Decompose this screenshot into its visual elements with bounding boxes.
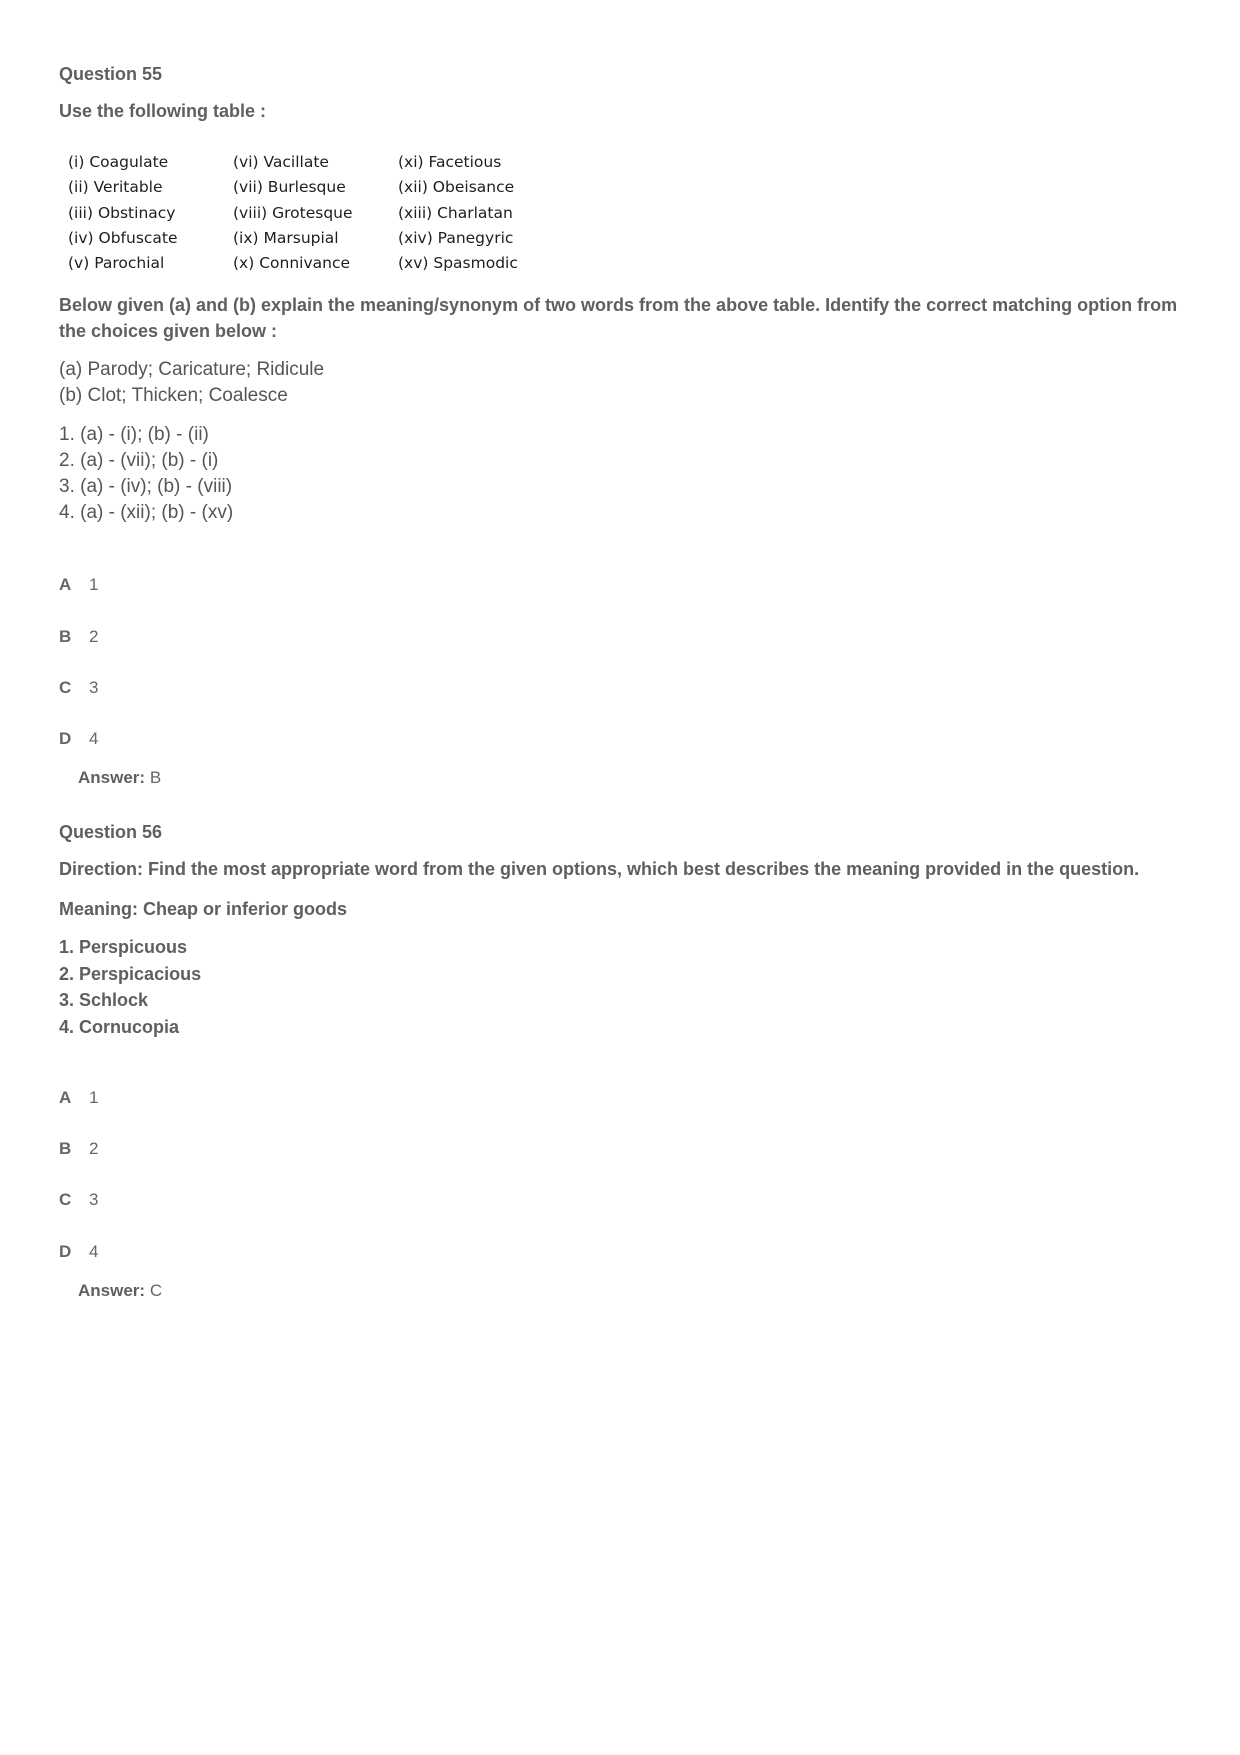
question-55-option-d[interactable] xyxy=(59,729,98,749)
word-table-column-1 xyxy=(68,150,178,276)
table-cell: (xiv) Panegyric xyxy=(398,228,514,247)
question-55-answer xyxy=(78,768,161,788)
option-letter: C xyxy=(59,1190,72,1209)
question-56-choices xyxy=(59,934,201,1040)
question-56-option-a[interactable] xyxy=(59,1088,98,1108)
answer-label: Answer: xyxy=(78,768,146,787)
question-55-intro: Use the following table : xyxy=(59,101,267,121)
option-letter: B xyxy=(59,627,72,646)
answer-label: Answer: xyxy=(78,1281,146,1300)
choice-line: 3. Schlock xyxy=(59,990,149,1010)
option-letter: A xyxy=(59,575,72,594)
table-cell: (xiii) Charlatan xyxy=(398,203,513,222)
answer-value: B xyxy=(149,768,162,787)
table-cell: (vii) Burlesque xyxy=(233,178,346,197)
answer-value: C xyxy=(149,1281,163,1300)
option-value: 1 xyxy=(89,1088,99,1107)
word-table-column-2 xyxy=(233,150,353,276)
table-cell: (i) Coagulate xyxy=(68,153,169,171)
table-cell: (xv) Spasmodic xyxy=(398,254,518,273)
table-cell: (x) Connivance xyxy=(233,254,351,273)
question-56-option-b[interactable] xyxy=(59,1139,98,1159)
option-letter: D xyxy=(59,1242,72,1261)
choice-line: 3. (a) - (iv); (b) - (viii) xyxy=(59,476,233,497)
table-cell: (xii) Obeisance xyxy=(398,178,515,197)
question-56-title: Question 56 xyxy=(59,822,163,842)
question-55-option-c[interactable] xyxy=(59,678,98,698)
option-value: 3 xyxy=(89,1190,99,1209)
table-cell: (xi) Facetious xyxy=(398,153,502,171)
option-letter: A xyxy=(59,1088,72,1107)
choice-line: 4. (a) - (xii); (b) - (xv) xyxy=(59,502,234,523)
table-cell: (viii) Grotesque xyxy=(233,203,353,222)
option-value: 3 xyxy=(89,678,99,697)
word-table-column-3 xyxy=(398,150,518,276)
table-cell: (iii) Obstinacy xyxy=(68,203,176,222)
table-cell: (ii) Veritable xyxy=(68,178,163,197)
table-cell: (vi) Vacillate xyxy=(233,153,329,171)
choice-line: 1. (a) - (i); (b) - (ii) xyxy=(59,424,209,445)
question-55-choices xyxy=(59,422,233,526)
option-value: 1 xyxy=(89,575,99,594)
option-letter: B xyxy=(59,1139,72,1158)
meaning-line: (a) Parody; Caricature; Ridicule xyxy=(59,359,325,380)
choice-line: 4. Cornucopia xyxy=(59,1016,180,1037)
question-55-option-a[interactable] xyxy=(59,575,98,595)
option-value: 4 xyxy=(89,729,99,748)
option-value: 4 xyxy=(89,1242,99,1261)
meaning-line: (b) Clot; Thicken; Coalesce xyxy=(59,385,288,406)
question-55-title: Question 55 xyxy=(59,64,163,84)
table-cell: (iv) Obfuscate xyxy=(68,228,178,247)
option-value: 2 xyxy=(89,627,99,646)
question-56-option-c[interactable] xyxy=(59,1190,98,1210)
choice-line: 1. Perspicuous xyxy=(59,937,188,957)
option-letter: C xyxy=(59,678,72,697)
question-56-meaning: Meaning: Cheap or inferior goods xyxy=(59,899,348,919)
option-letter: D xyxy=(59,729,72,748)
question-56-answer xyxy=(78,1281,162,1301)
table-cell: (ix) Marsupial xyxy=(233,228,339,247)
question-55-meanings xyxy=(59,357,324,409)
choice-line: 2. Perspicacious xyxy=(59,963,202,984)
choice-line: 2. (a) - (vii); (b) - (i) xyxy=(59,450,219,471)
question-56-direction: Direction: Find the most appropriate word from the given options, which best describes the meaning provided in the question. xyxy=(59,859,1140,879)
question-55-option-b[interactable] xyxy=(59,627,98,647)
question-55-instruction: Below given (a) and (b) explain the meaning/synonym of two words from the above table. Identify the correct matching option from the choices given below : xyxy=(59,295,1178,341)
table-cell: (v) Parochial xyxy=(68,254,165,273)
option-value: 2 xyxy=(89,1139,99,1158)
question-56-option-d[interactable] xyxy=(59,1242,98,1262)
